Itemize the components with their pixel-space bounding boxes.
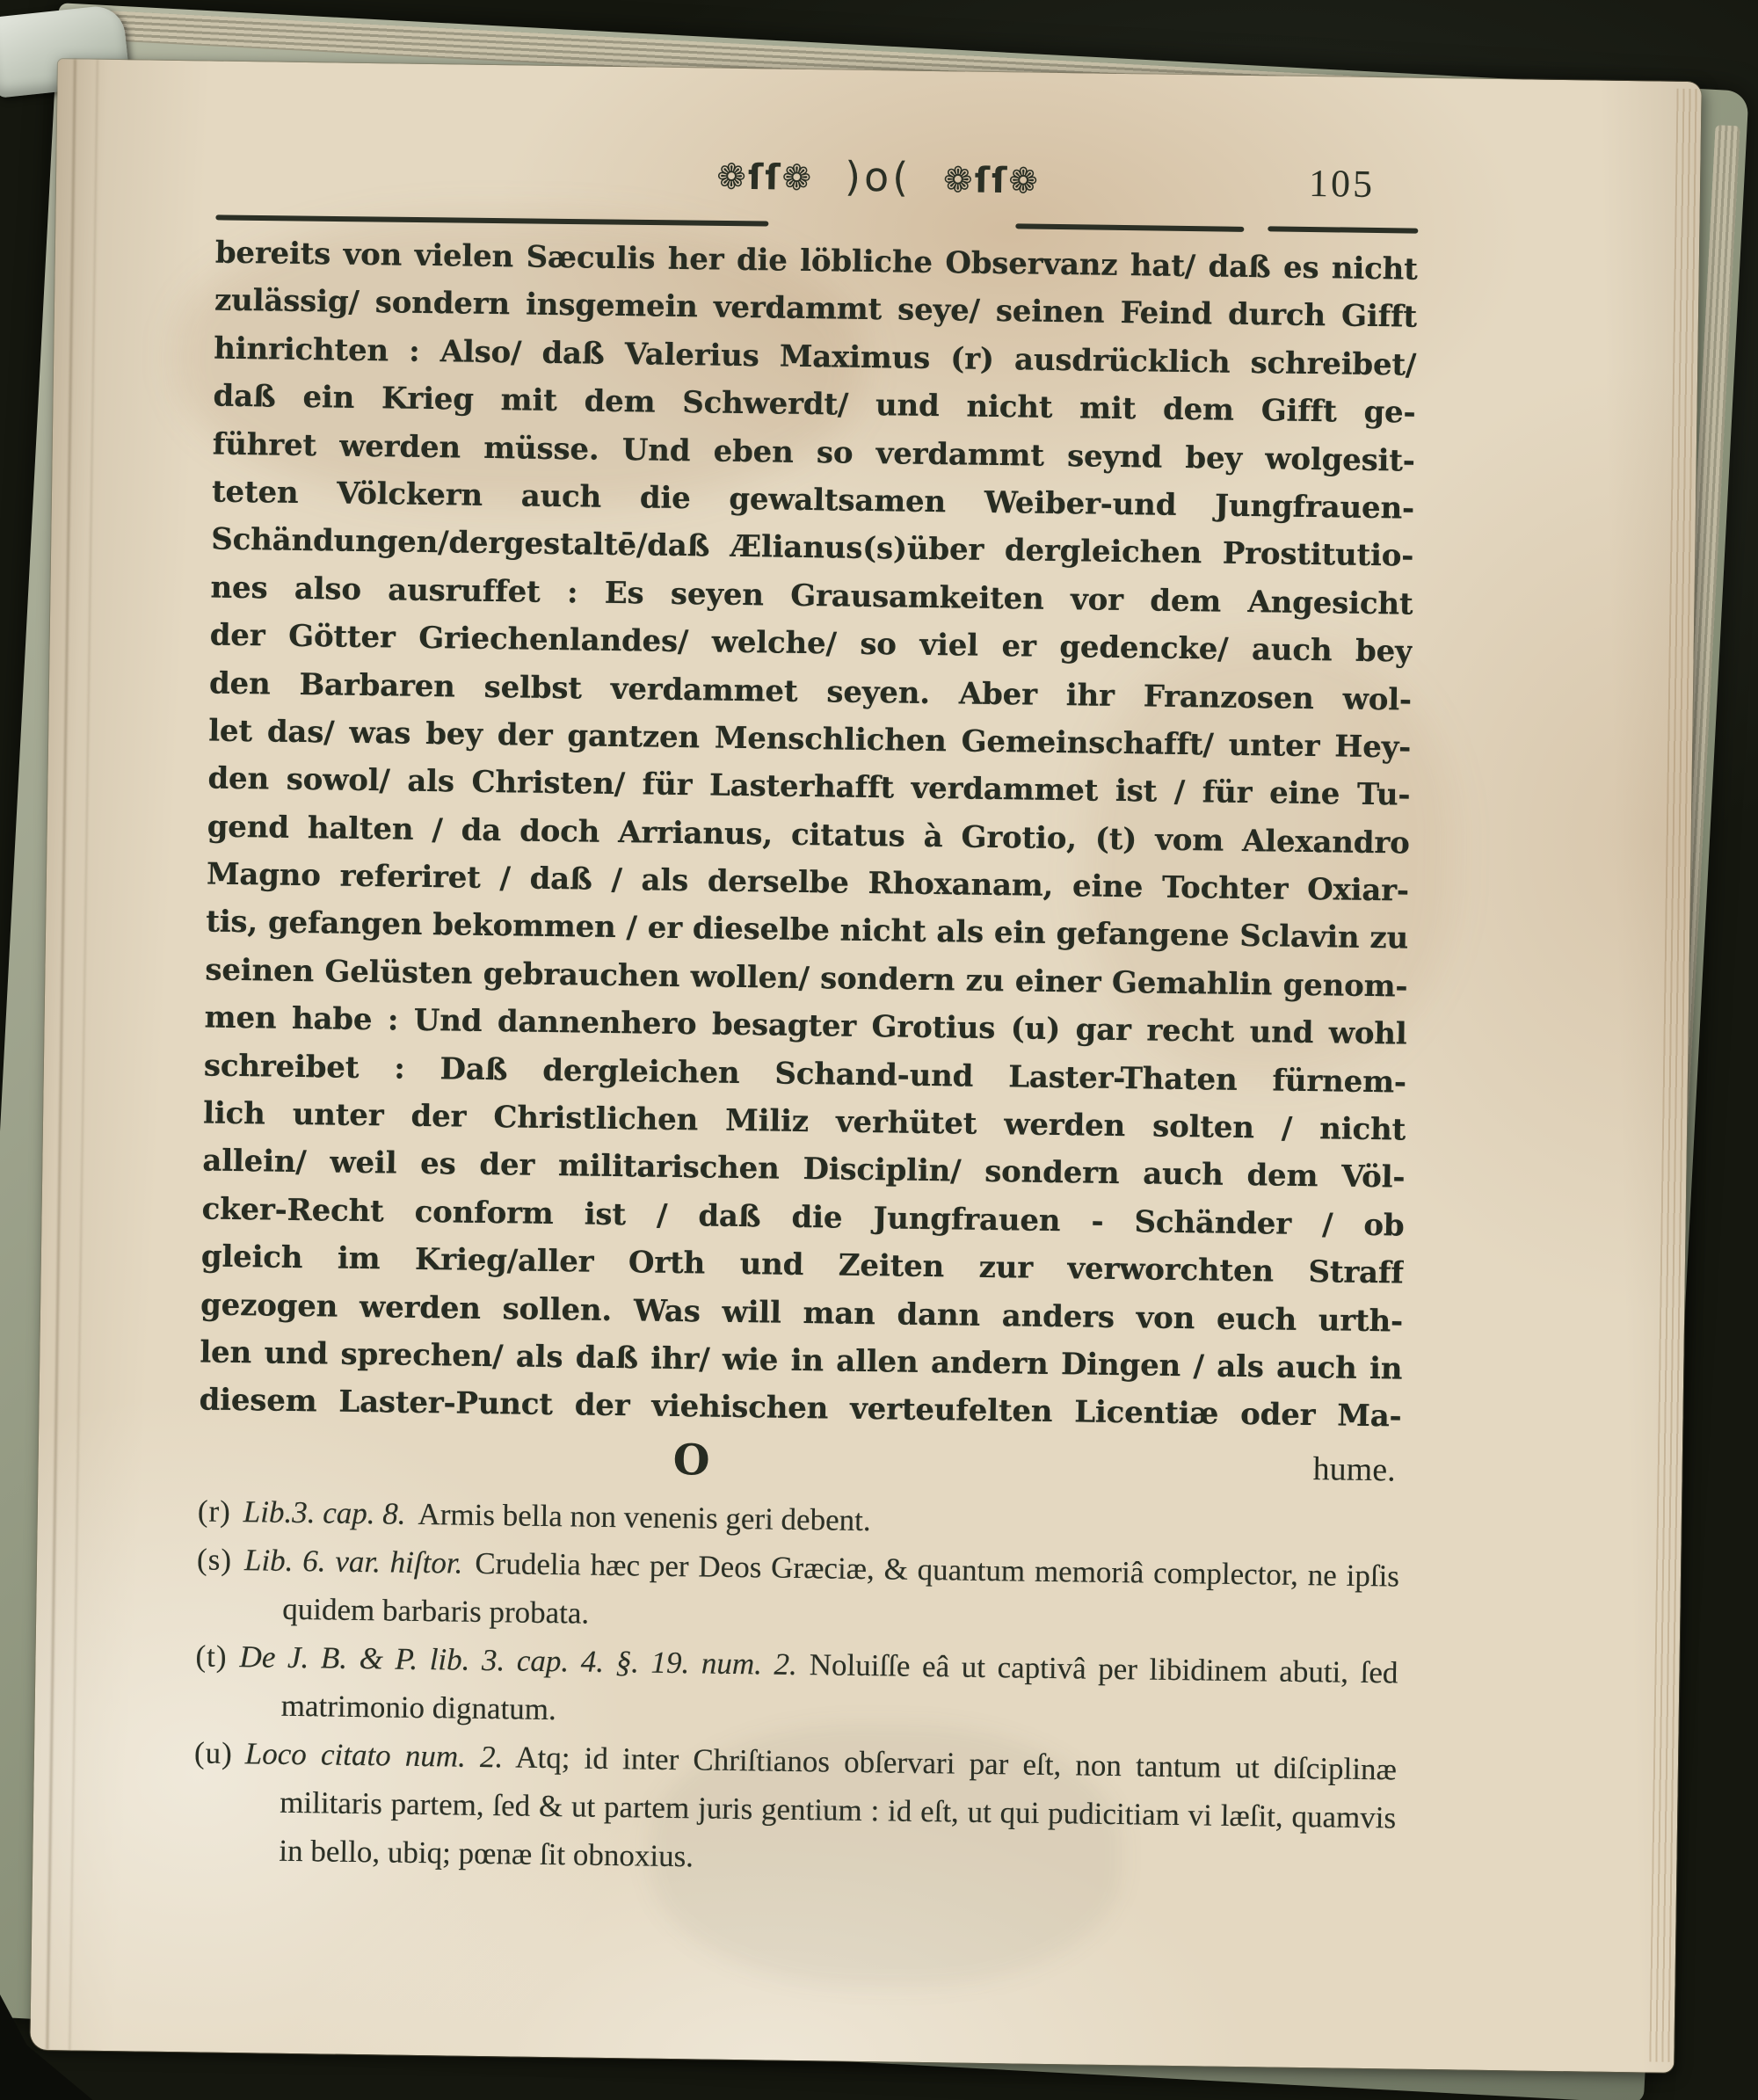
footnotes	[193, 1486, 1400, 1890]
text-line: Magno referiret / daß / als derselbe Rhoxanam, eine Tochter Oxiar-	[206, 856, 1410, 909]
floral-ornament-icon: ❁ſſ❁	[942, 160, 1041, 202]
text-line: gleich im Krieg/aller Orth und Zeiten zur verworchten Straff	[200, 1239, 1405, 1291]
text-line: daß ein Krieg mit dem Schwerdt/ und nicht mit dem Gifft ge-	[213, 378, 1416, 431]
text-line: teten Völckern auch die gewaltsamen Weiber-und Jungfrauen-	[211, 474, 1415, 527]
footnote-label: (s)	[196, 1542, 233, 1577]
footnote-text: Crudelia hæc per Deos Græciæ, & quantum memoriâ complector, ne ipſis quidem barbaris probata.	[282, 1545, 1400, 1631]
body-text	[199, 236, 1418, 1448]
text-line: men habe : Und dannenhero besagter Grotius (u) gar recht und wohl	[204, 999, 1407, 1052]
text-line: lich unter der Christlichen Miliz verhütet werden solten / nicht	[202, 1095, 1406, 1148]
footnote-text: Noluiſſe eâ ut captivâ per libidinem abuti, ſed matrimonio dignatum.	[280, 1646, 1398, 1726]
rule-segment	[1268, 226, 1418, 233]
text-line: der Götter Griechenlandes/ welche/ so viel er gedencke/ auch bey	[209, 617, 1413, 670]
text-line: diesem Laster-Punct der viehischen verteufelten Licentiæ oder Ma-	[199, 1382, 1402, 1435]
footnote-label: (r)	[197, 1493, 232, 1529]
footnote-citation: Lib. 6. var. hiſtor.	[243, 1542, 463, 1580]
text-line: schreibet : Daß dergleichen Schand-und Laster-Thaten fürnem-	[203, 1048, 1407, 1101]
footnote	[193, 1728, 1397, 1890]
book-page	[30, 59, 1701, 2073]
text-line: len und sprechen/ als daß ihr/ wie in allen andern Dingen / als auch in	[200, 1334, 1403, 1387]
text-line: den Barbaren selbst verdammet seyen. Aber ihr Franzosen wol-	[208, 665, 1413, 718]
header-ornament	[277, 133, 1480, 209]
footnote	[194, 1631, 1398, 1745]
footnote-citation: Lib.3. cap. 8.	[243, 1493, 406, 1531]
text-line: zulässig/ sondern insgemein verdammt seye/ seinen Feind durch Gifft	[214, 282, 1418, 336]
text-line: nes also ausruffet : Es seyen Grausamkeiten vor dem Angesicht	[210, 570, 1413, 622]
text-line: bereits von vielen Sæculis her die löbliche Observanz hat/ daß es nicht	[214, 235, 1418, 287]
text-line: allein/ weil es der militarischen Disciplin/ sondern auch dem Völ-	[202, 1143, 1406, 1195]
footnote-label: (t)	[195, 1639, 228, 1674]
printed-content	[193, 132, 1420, 1891]
signature-mark: O	[672, 1435, 710, 1486]
footnote-text: Atq; id inter Chriſtianos obſervari par eſt, non tantum ut diſciplinæ militaris partem, ſed & ut partem juris gentium : id eſt, ut qui pudicitiam vi læſit, quamvis in bello, ubiq; pœnæ ſit obnoxius.	[279, 1740, 1398, 1874]
text-line: cker-Recht conform ist / daß die Jungfrauen - Schänder / ob	[201, 1191, 1405, 1244]
catchword: hume.	[1312, 1450, 1396, 1489]
text-line: gezogen werden sollen. Was will man dann anders von euch urth-	[200, 1287, 1404, 1340]
parentheses-ornament-icon: )o(	[844, 152, 912, 201]
footnote-citation: Loco citato num. 2.	[244, 1735, 504, 1775]
page-number: 105	[1308, 161, 1376, 206]
footnote-citation: De J. B. & P. lib. 3. cap. 4. §. 19. num. 2.	[239, 1639, 798, 1682]
page-header	[216, 132, 1420, 228]
text-line: gend halten / da doch Arrianus, citatus à Grotio, (t) vom Alexandro	[207, 809, 1410, 861]
text-line: seinen Gelüsten gebrauchen wollen/ sondern zu einer Gemahlin genom-	[205, 952, 1408, 1005]
gutter-crease	[69, 60, 98, 2051]
text-line: let das/ was bey der gantzen Menschlichen Gemeinschafft/ unter Hey-	[207, 713, 1412, 766]
footnote	[196, 1535, 1399, 1648]
rule-segment	[1015, 223, 1244, 232]
text-line: den sowol/ als Christen/ für Lasterhafft verdammet ist / für eine Tu-	[207, 760, 1411, 813]
text-line: Schändungen/dergestaltē/daß Ælianus(s)über dergleichen Prostitutio-	[211, 521, 1414, 574]
text-line: tis, gefangen bekommen / er dieselbe nicht als ein gefangene Sclavin zu	[205, 904, 1409, 957]
text-line: hinrichten : Also/ daß Valerius Maximus (r) ausdrücklich schreibet/	[214, 331, 1417, 383]
footnote-text: Armis bella non venenis geri debent.	[418, 1496, 871, 1537]
floral-ornament-icon: ❁ſſ❁	[716, 156, 814, 200]
text-line: führet werden müsse. Und eben so verdammt seynd bey wolgesit-	[212, 426, 1415, 479]
footnote-label: (u)	[193, 1735, 234, 1770]
